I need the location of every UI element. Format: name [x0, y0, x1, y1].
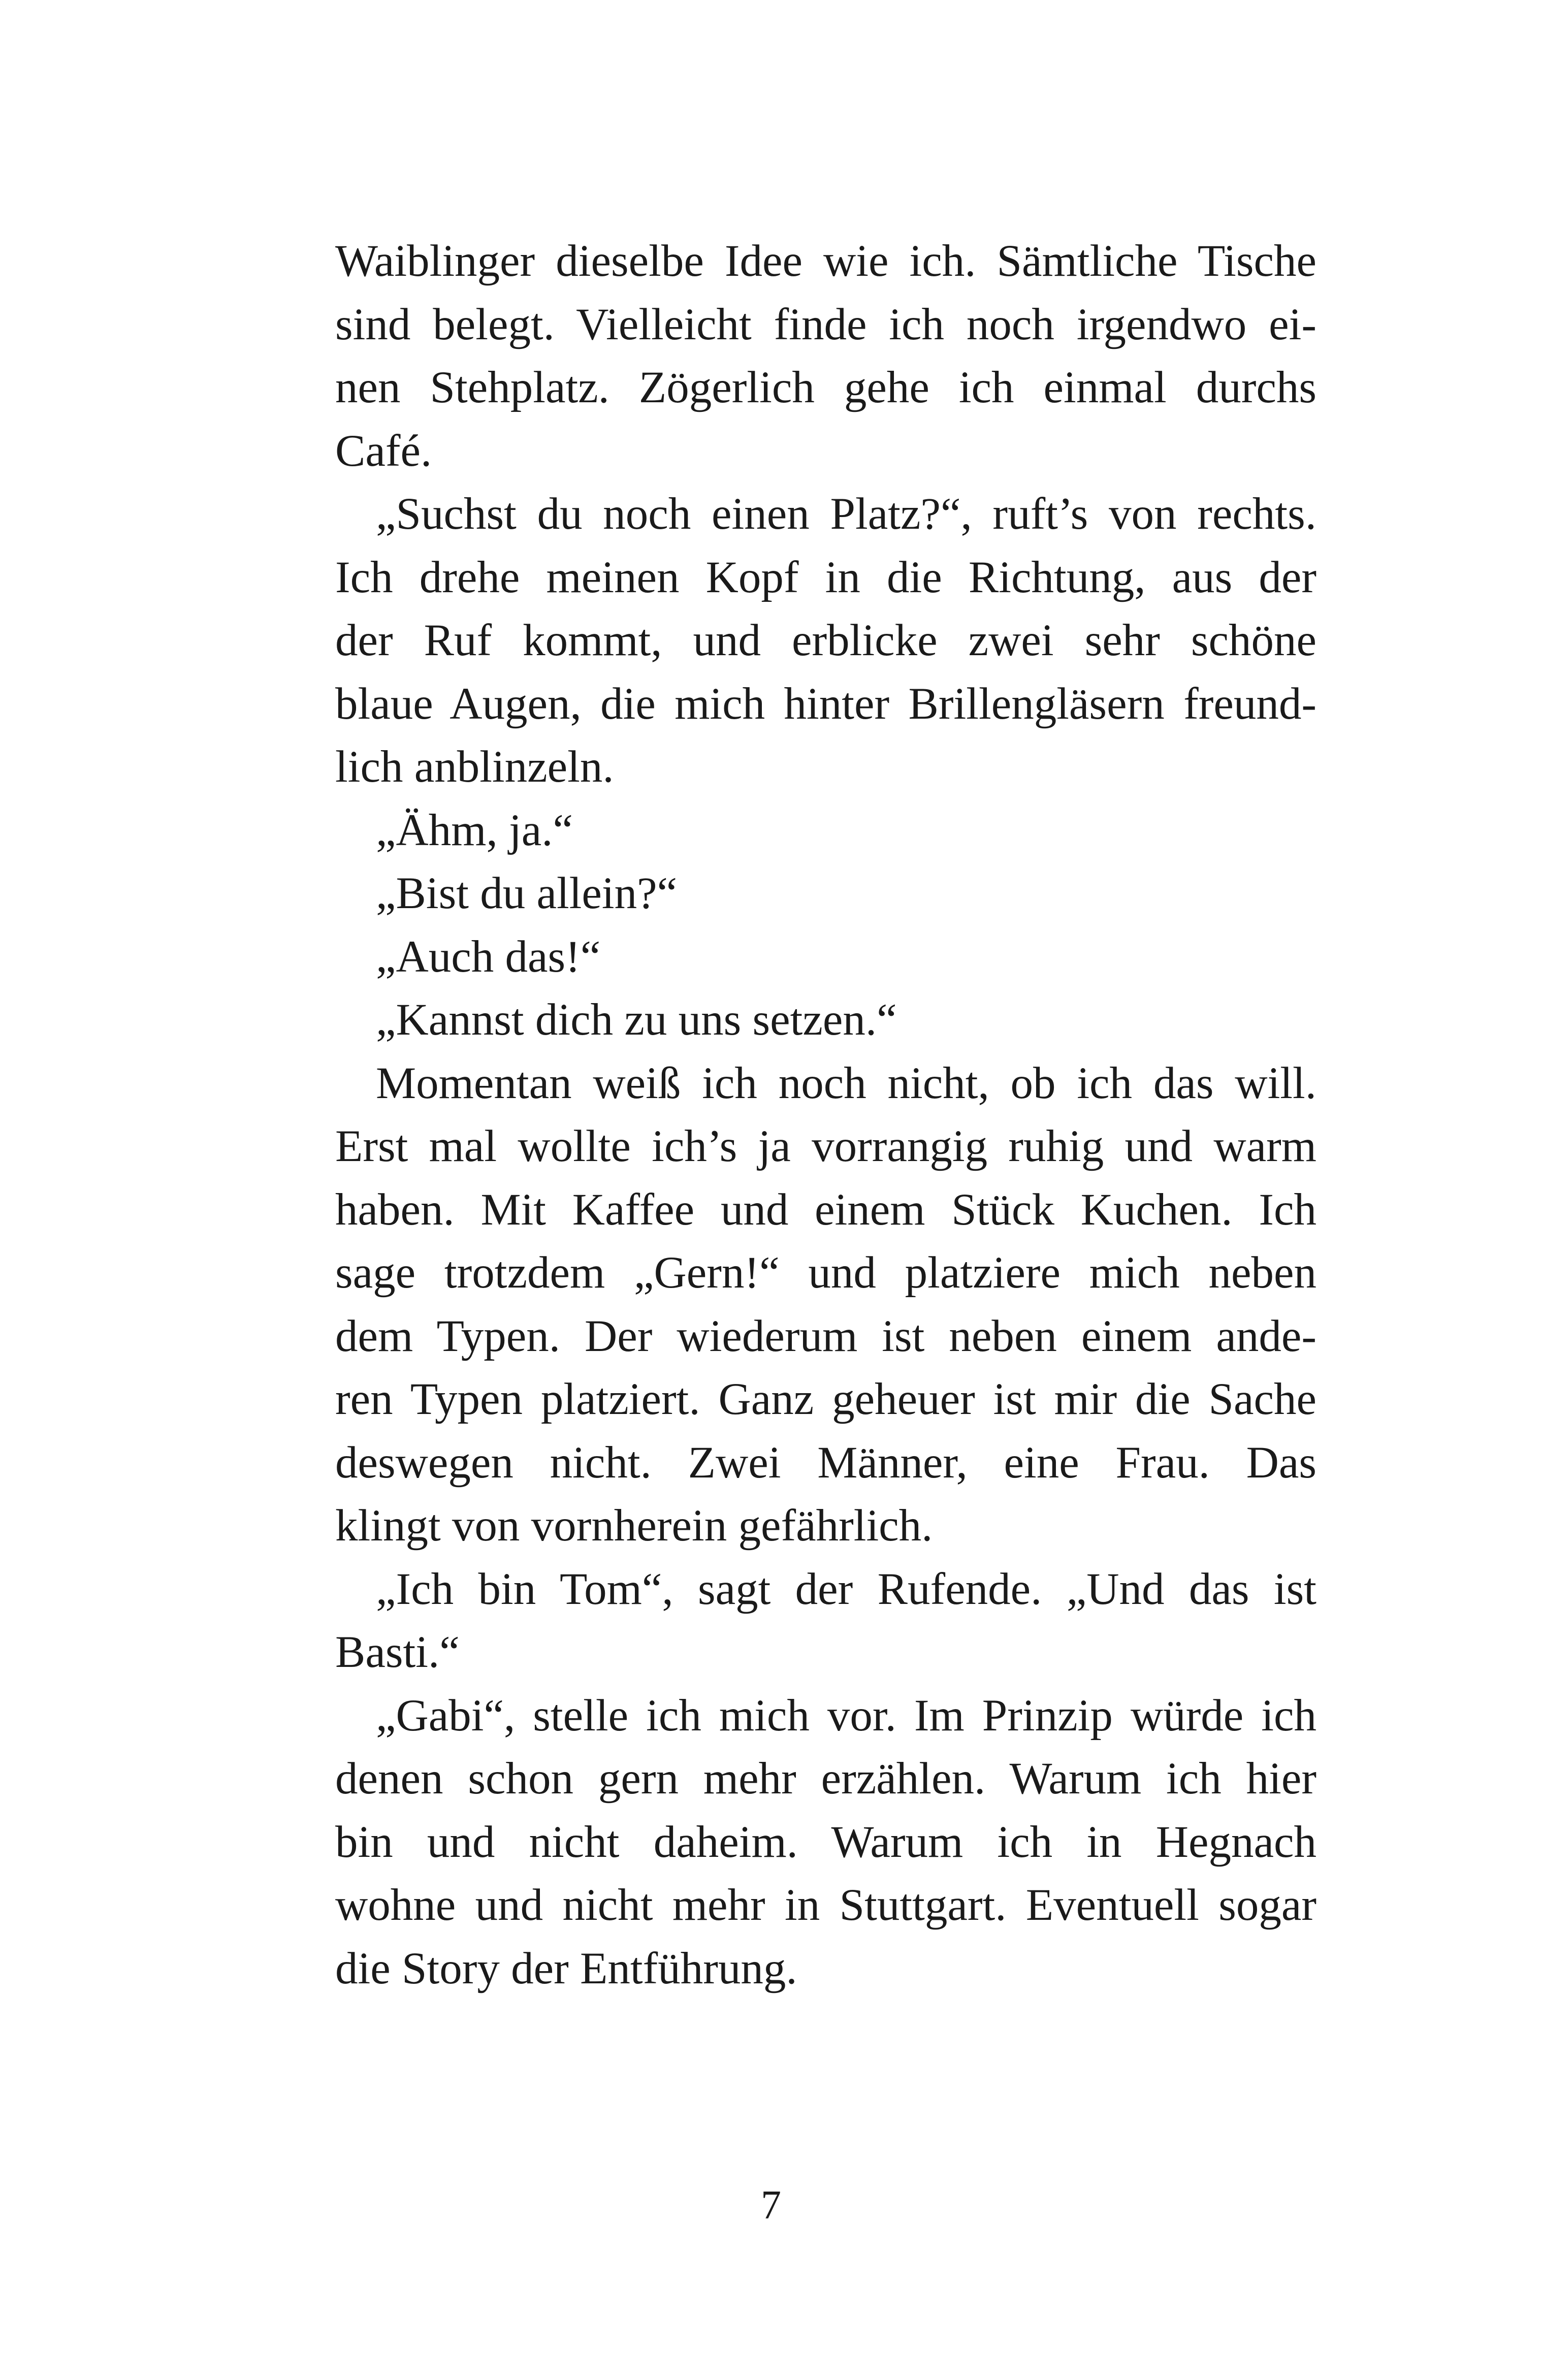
text-line: Basti.“	[335, 1627, 460, 1677]
text-line: denen schon gern mehr erzählen. Warum ich hier	[335, 1754, 1316, 1804]
text-line: Café.	[335, 426, 432, 476]
text-line: „Bist du allein?“	[376, 869, 678, 918]
text-line: Erst mal wollte ich’s ja vorrangig ruhig und warm	[335, 1121, 1316, 1171]
text-line: Waiblinger dieselbe Idee wie ich. Sämtliche Tische	[335, 236, 1316, 286]
text-line: lich anblinzeln.	[335, 742, 614, 792]
page-number: 7	[761, 2183, 781, 2228]
text-line: dem Typen. Der wiederum ist neben einem ande-	[335, 1311, 1316, 1361]
text-line: bin und nicht daheim. Warum ich in Hegnach	[335, 1817, 1316, 1867]
text-line: der Ruf kommt, und erblicke zwei sehr schöne	[335, 616, 1316, 665]
text-line: „Ähm, ja.“	[376, 805, 573, 855]
text-line: „Suchst du noch einen Platz?“, ruft’s von rechts.	[376, 489, 1316, 539]
text-line: haben. Mit Kaffee und einem Stück Kuchen. Ich	[335, 1184, 1316, 1235]
text-line: die Story der Entführung.	[335, 1943, 797, 1993]
text-line: Momentan weiß ich noch nicht, ob ich das will.	[376, 1058, 1316, 1108]
text-line: wohne und nicht mehr in Stuttgart. Eventuell sogar	[335, 1880, 1316, 1930]
text-line: blaue Augen, die mich hinter Brillengläsern freund-	[335, 679, 1316, 729]
text-line: klingt von vornherein gefährlich.	[335, 1501, 933, 1551]
text-line: sind belegt. Vielleicht finde ich noch irgendwo ei-	[335, 299, 1316, 349]
text-line: „Gabi“, stelle ich mich vor. Im Prinzip würde ich	[376, 1690, 1316, 1741]
text-line: Ich drehe meinen Kopf in die Richtung, aus der	[335, 552, 1316, 602]
text-line: „Kannst dich zu uns setzen.“	[376, 995, 897, 1045]
text-line: „Auch das!“	[376, 931, 601, 982]
text-line: nen Stehplatz. Zögerlich gehe ich einmal durchs	[335, 363, 1316, 412]
text-line: deswegen nicht. Zwei Männer, eine Frau. Das	[335, 1437, 1316, 1488]
text-line: ren Typen platziert. Ganz geheuer ist mir die Sache	[335, 1374, 1316, 1424]
text-line: sage trotzdem „Gern!“ und platziere mich neben	[335, 1248, 1316, 1298]
body-text	[335, 230, 1316, 2000]
text-line: „Ich bin Tom“, sagt der Rufende. „Und das ist	[376, 1564, 1316, 1614]
